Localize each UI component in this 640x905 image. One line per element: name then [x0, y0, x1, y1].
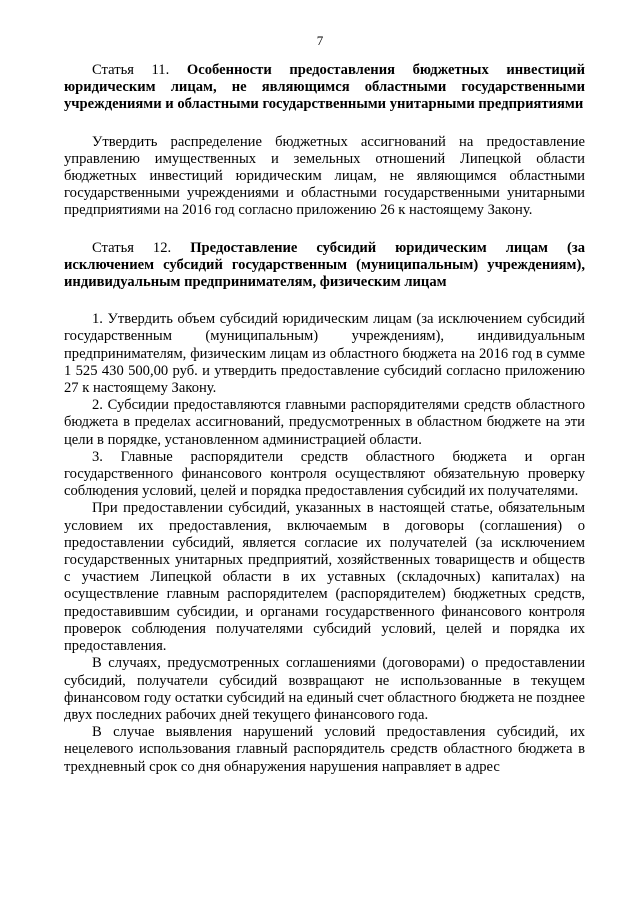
article-11-paragraph: Утвердить распределение бюджетных ассигнований на предоставление управлению имущественных и земельных отношений Липецкой области бюджетных инвестиций юридическим лицам, не являющимся областными государственными учреждениями и областными государственными унитарными предприятиями на 2016 год согласно приложению 26 к настоящему Закону. — [64, 133, 585, 219]
article-12-paragraph-1: 1. Утвердить объем субсидий юридическим лицам (за исключением субсидий государственным (муниципальным) учреждениям), индивидуальным предпринимателям, физическим лицам из областного бюджета на 2016 год в сумме 1 525 430 500,00 руб. и утвердить предоставление субсидий согласно приложению 27 к настоящему Закону. — [64, 311, 585, 397]
article-12-paragraph-3: 3. Главные распорядители средств областного бюджета и орган государственного финансового контроля осуществляют обязательную проверку соблюдения условий, целей и порядка предоставления субсидий их получателями. — [64, 448, 585, 500]
article-11-section — [64, 62, 585, 220]
article-12-title: Предоставление субсидий юридическим лицам (за исключением субсидий государственным (муниципальным) учреждениям), индивидуальным предпринимателям, физическим лицам — [64, 239, 585, 291]
page-number: 7 — [316, 33, 324, 48]
article-12-paragraph-5: В случаях, предусмотренных соглашениями (договорами) о предоставлении субсидий, получатели субсидий возвращают не использованные в текущем финансовом году остатки субсидий на единый счет областного бюджета не позднее двух последних рабочих дней текущего финансового года. — [64, 655, 585, 723]
article-12-heading — [64, 240, 585, 292]
article-11-heading — [64, 62, 585, 114]
article-12-section — [64, 240, 585, 776]
article-12-label: Статья 12. — [92, 239, 172, 256]
document-body — [64, 62, 585, 796]
article-12-paragraph-4: При предоставлении субсидий, указанных в настоящей статье, обязательным условием их предоставления, включаемым в договоры (соглашения) о предоставлении субсидий, является согласие их получателей (за исключением государственных унитарных предприятий, хозяйственных товариществ и обществ с участием Липецкой области в их уставных (складочных) капиталах) на осуществление главным распорядителем (распорядителем) бюджетных средств, предоставившим субсидии, и органами государственного финансового контроля проверок соблюдения получателями субсидий условий, целей и порядка их предоставления. — [64, 500, 585, 655]
article-11-label: Статья 11. — [92, 62, 170, 78]
article-11-title: Особенности предоставления бюджетных инвестиций юридическим лицам, не являющимся областными государственными учреждениями и областными государственными унитарными предприятиями — [64, 62, 585, 113]
article-12-paragraph-6: В случае выявления нарушений условий предоставления субсидий, их нецелевого использования главный распорядитель средств областного бюджета в трехдневный срок со дня обнаружения нарушения направляет в адрес — [64, 724, 585, 775]
article-12-paragraph-2: 2. Субсидии предоставляются главными распорядителями средств областного бюджета в пределах ассигнований, предусмотренных в областном бюджете на эти цели в порядке, установленном администрацией области. — [64, 397, 585, 448]
